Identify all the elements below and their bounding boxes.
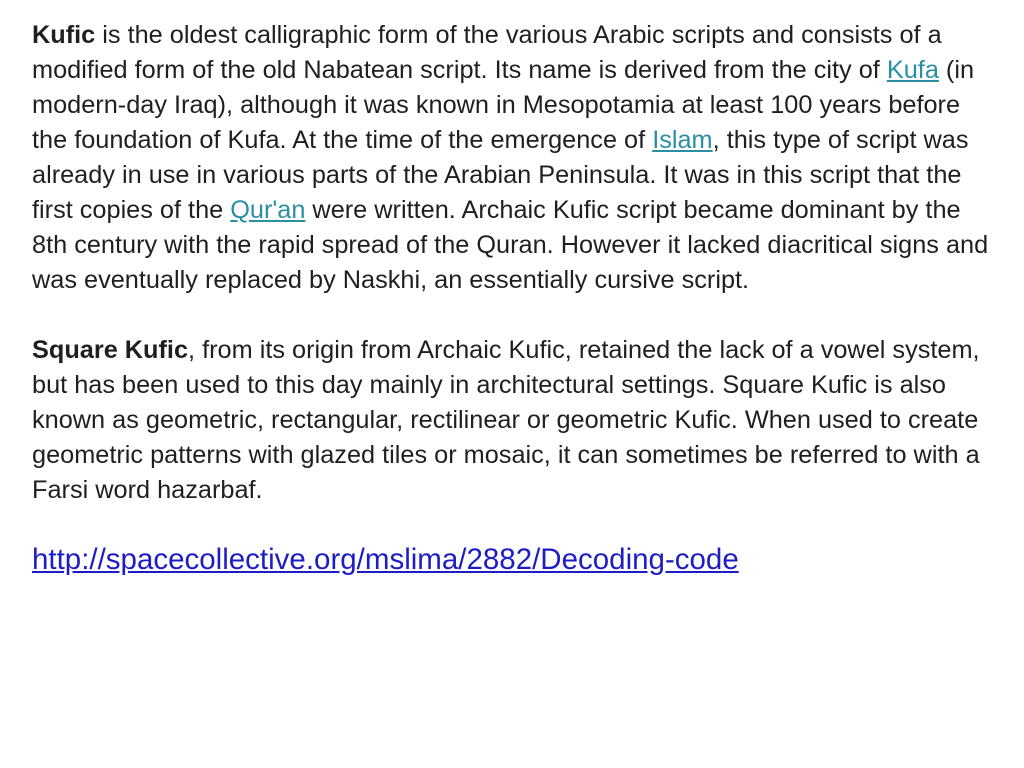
square-kufic-text: , from its origin from Archaic Kufic, retained the lack of a vowel system, but has been used to this day mainly in architectural settings. Square Kufic is also known as geometric, rectangular, rectilinear or geometric Kufic. When used to create geometric patterns with glazed tiles or mosaic, it can sometimes be referred to with a Farsi word hazarbaf. [32,336,980,504]
kufic-text-1: is the oldest calligraphic form of the various Arabic scripts and consists of a modified form of the old Nabatean script. Its name is derived from the city of [32,21,942,84]
term-kufic: Kufic [32,21,96,49]
link-islam[interactable]: Islam [652,126,713,154]
paragraph-kufic [32,18,1000,298]
slide-content [32,18,1000,580]
paragraph-square-kufic [32,333,1000,508]
link-quran[interactable]: Qur'an [230,196,306,224]
source-line [32,540,1000,580]
source-link[interactable]: http://spacecollective.org/mslima/2882/Decoding-code [32,543,739,576]
kufic-text-2: (in modern-day Iraq), although it was known in Mesopotamia at least 100 years before the foundation of Kufa. At the time of the emergence of [32,56,975,154]
kufic-text-3: , this type of script was already in use in various parts of the Arabian Peninsula. It was in this script that the first copies of the [32,126,969,224]
term-square-kufic: Square Kufic [32,336,189,364]
kufic-text-4: were written. Archaic Kufic script became dominant by the 8th century with the rapid spread of the Quran. However it lacked diacritical signs and was eventually replaced by Naskhi, an essentially cursive script. [32,196,989,294]
link-kufa[interactable]: Kufa [886,56,939,84]
